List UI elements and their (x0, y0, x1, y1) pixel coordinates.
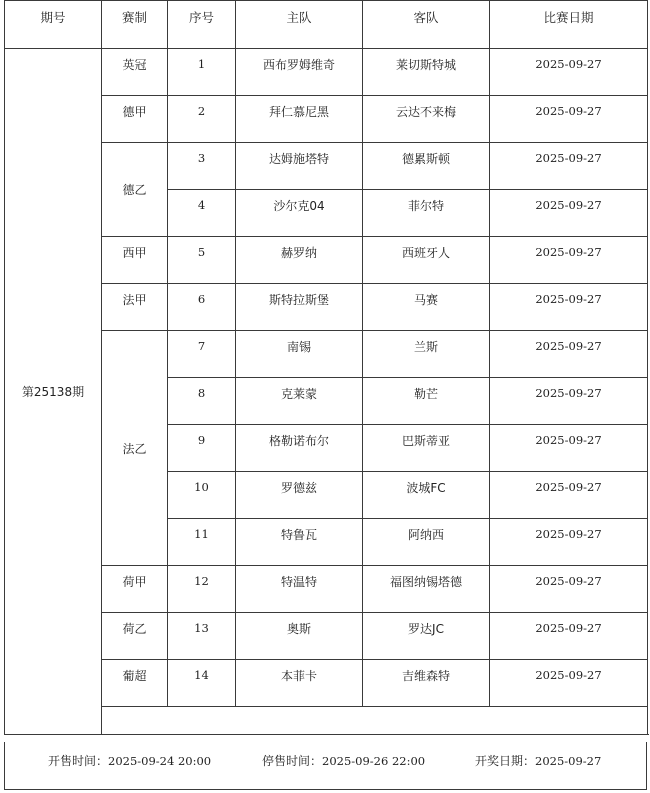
away-team-cell: 勒芒 (363, 378, 490, 425)
col-header-issue: 期号 (5, 1, 102, 49)
league-cell: 荷乙 (102, 613, 168, 660)
away-team-cell: 波城FC (363, 472, 490, 519)
home-team-cell: 达姆施塔特 (236, 143, 363, 190)
seq-cell: 5 (168, 237, 236, 284)
home-team-cell: 罗德兹 (236, 472, 363, 519)
issue-cell: 第25138期 (5, 49, 102, 735)
table-row (5, 49, 648, 96)
away-team-cell: 莱切斯特城 (363, 49, 490, 96)
away-team-cell: 云达不来梅 (363, 96, 490, 143)
seq-cell: 3 (168, 143, 236, 190)
match-date-cell: 2025-09-27 (490, 96, 648, 143)
home-team-cell: 本菲卡 (236, 660, 363, 707)
league-cell: 德甲 (102, 96, 168, 143)
match-date-cell: 2025-09-27 (490, 331, 648, 378)
match-date-cell: 2025-09-27 (490, 49, 648, 96)
league-cell: 西甲 (102, 237, 168, 284)
seq-cell: 12 (168, 566, 236, 613)
league-cell: 法甲 (102, 284, 168, 331)
home-team-cell: 特鲁瓦 (236, 519, 363, 566)
col-header-league: 赛制 (102, 1, 168, 49)
match-date-cell: 2025-09-27 (490, 425, 648, 472)
match-date-cell: 2025-09-27 (490, 519, 648, 566)
away-team-cell: 马赛 (363, 284, 490, 331)
match-date-cell: 2025-09-27 (490, 284, 648, 331)
home-team-cell: 特温特 (236, 566, 363, 613)
home-team-cell: 克莱蒙 (236, 378, 363, 425)
home-team-cell: 格勒诺布尔 (236, 425, 363, 472)
home-team-cell: 拜仁慕尼黑 (236, 96, 363, 143)
table-row (5, 237, 648, 284)
table-row (5, 660, 648, 707)
sales-info-footer (4, 742, 647, 790)
away-team-cell: 吉维森特 (363, 660, 490, 707)
home-team-cell: 西布罗姆维奇 (236, 49, 363, 96)
home-team-cell: 南锡 (236, 331, 363, 378)
match-date-cell: 2025-09-27 (490, 237, 648, 284)
seq-cell: 6 (168, 284, 236, 331)
away-team-cell: 罗达JC (363, 613, 490, 660)
home-team-cell: 斯特拉斯堡 (236, 284, 363, 331)
league-cell: 德乙 (102, 143, 168, 237)
header-row (5, 1, 648, 49)
match-date-cell: 2025-09-27 (490, 566, 648, 613)
home-team-cell: 奥斯 (236, 613, 363, 660)
blank-cell (102, 707, 648, 735)
schedule-table (4, 0, 648, 735)
seq-cell: 2 (168, 96, 236, 143)
draw-date-info: 开奖日期：2025-09-27 (475, 754, 602, 768)
league-cell: 荷甲 (102, 566, 168, 613)
seq-cell: 11 (168, 519, 236, 566)
table-row (5, 284, 648, 331)
seq-cell: 9 (168, 425, 236, 472)
match-date-cell: 2025-09-27 (490, 660, 648, 707)
away-team-cell: 菲尔特 (363, 190, 490, 237)
league-cell: 法乙 (102, 331, 168, 566)
table-row (5, 143, 648, 190)
col-header-away: 客队 (363, 1, 490, 49)
match-date-cell: 2025-09-27 (490, 378, 648, 425)
away-team-cell: 福图纳锡塔德 (363, 566, 490, 613)
away-team-cell: 西班牙人 (363, 237, 490, 284)
league-cell: 葡超 (102, 660, 168, 707)
sale-stop-info: 停售时间：2025-09-26 22:00 (262, 754, 426, 768)
seq-cell: 14 (168, 660, 236, 707)
league-cell: 英冠 (102, 49, 168, 96)
seq-cell: 4 (168, 190, 236, 237)
blank-row (5, 707, 648, 735)
home-team-cell: 沙尔克04 (236, 190, 363, 237)
col-header-date: 比赛日期 (490, 1, 648, 49)
match-date-cell: 2025-09-27 (490, 613, 648, 660)
home-team-cell: 赫罗纳 (236, 237, 363, 284)
col-header-home: 主队 (236, 1, 363, 49)
col-header-seq: 序号 (168, 1, 236, 49)
match-date-cell: 2025-09-27 (490, 143, 648, 190)
match-date-cell: 2025-09-27 (490, 472, 648, 519)
table-row (5, 96, 648, 143)
away-team-cell: 阿纳西 (363, 519, 490, 566)
match-date-cell: 2025-09-27 (490, 190, 648, 237)
away-team-cell: 兰斯 (363, 331, 490, 378)
table-row (5, 331, 648, 378)
seq-cell: 1 (168, 49, 236, 96)
table-row (5, 566, 648, 613)
seq-cell: 13 (168, 613, 236, 660)
table-row (5, 613, 648, 660)
sale-start-info: 开售时间：2025-09-24 20:00 (48, 754, 212, 768)
seq-cell: 7 (168, 331, 236, 378)
seq-cell: 10 (168, 472, 236, 519)
seq-cell: 8 (168, 378, 236, 425)
away-team-cell: 巴斯蒂亚 (363, 425, 490, 472)
away-team-cell: 德累斯顿 (363, 143, 490, 190)
